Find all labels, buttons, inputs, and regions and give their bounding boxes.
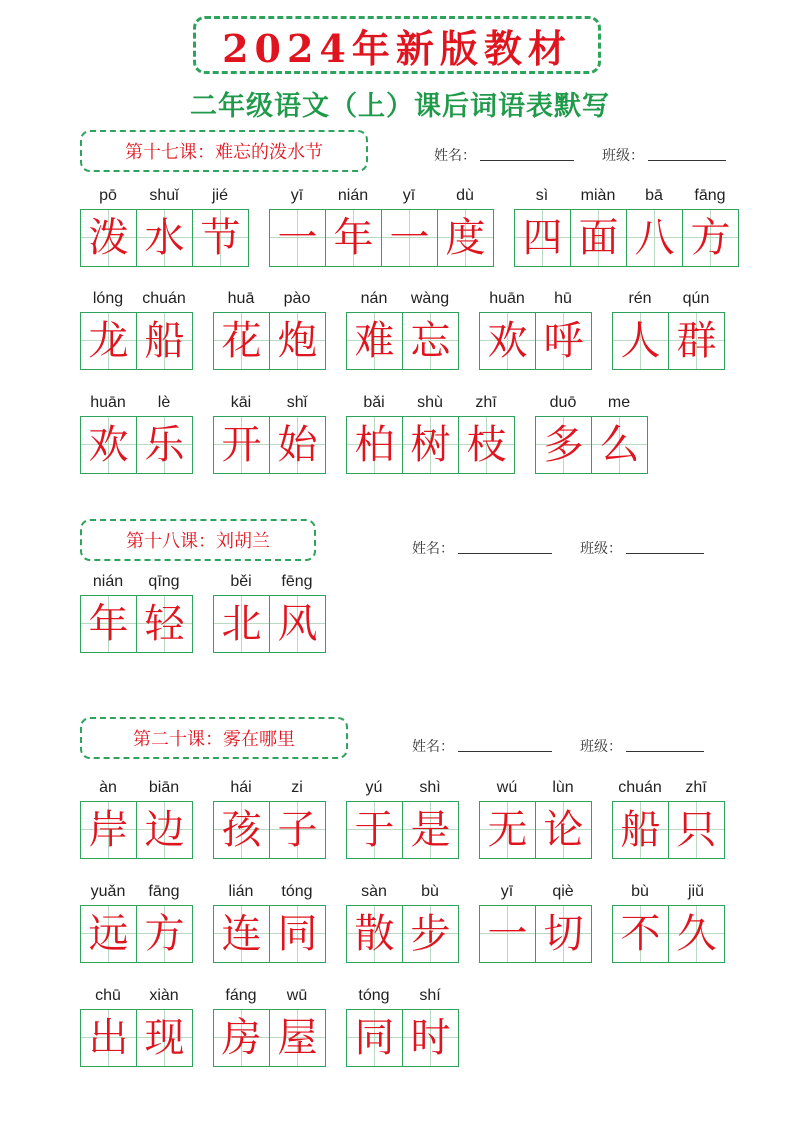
tianzige-cell — [403, 1010, 459, 1066]
hanzi: 柏 — [354, 422, 395, 468]
tianzige-cell — [536, 313, 592, 369]
pinyin-row — [479, 879, 592, 905]
hanzi: 呼 — [543, 318, 584, 364]
pinyin-row — [346, 390, 515, 416]
name-label: 姓名： — [434, 148, 476, 164]
pinyin: lián — [228, 883, 254, 900]
hanzi: 枝 — [466, 422, 507, 468]
tianzige-cell — [459, 417, 515, 473]
hanzi: 难 — [354, 318, 395, 364]
writing-grid — [80, 209, 249, 267]
writing-grid — [346, 312, 459, 370]
writing-grid — [346, 416, 515, 474]
pinyin: tóng — [358, 987, 390, 1004]
tianzige-cell — [81, 417, 137, 473]
pinyin: zi — [291, 779, 303, 796]
word-row — [80, 286, 745, 370]
hanzi: 一 — [487, 911, 528, 957]
tianzige-cell — [403, 313, 459, 369]
word-item — [213, 390, 326, 474]
word-item — [514, 183, 739, 267]
hanzi: 北 — [221, 601, 262, 647]
hanzi: 水 — [144, 215, 185, 261]
pinyin: bù — [421, 883, 439, 900]
writing-grid — [612, 312, 725, 370]
pinyin: chuán — [142, 290, 186, 307]
word-row — [80, 569, 346, 653]
tianzige-cell — [137, 313, 193, 369]
tianzige-cell — [270, 802, 326, 858]
pinyin: sì — [535, 187, 549, 204]
tianzige-cell — [613, 906, 669, 962]
word-item — [80, 286, 193, 370]
page-subtitle: 二年级语文（上）课后词语表默写 — [190, 91, 610, 122]
word-item — [346, 775, 459, 859]
pinyin: wú — [496, 779, 518, 796]
writing-grid — [213, 905, 326, 963]
pinyin-row — [80, 569, 193, 595]
tianzige-cell — [81, 313, 137, 369]
tianzige-cell — [270, 1010, 326, 1066]
hanzi: 船 — [620, 807, 661, 853]
pinyin: yú — [365, 779, 383, 796]
word-item — [269, 183, 494, 267]
tianzige-cell — [347, 313, 403, 369]
hanzi: 屋 — [277, 1015, 318, 1061]
hanzi: 岸 — [88, 807, 129, 853]
writing-grid — [612, 905, 725, 963]
tianzige-cell — [382, 210, 438, 266]
class-blank[interactable] — [648, 159, 726, 161]
pinyin: kāi — [230, 394, 252, 411]
word-item — [213, 775, 326, 859]
tianzige-cell — [347, 417, 403, 473]
pinyin: fāng — [694, 187, 726, 204]
pinyin: rén — [628, 290, 652, 307]
tianzige-cell — [137, 596, 193, 652]
tianzige-cell — [81, 210, 137, 266]
word-item — [80, 390, 193, 474]
tianzige-cell — [403, 802, 459, 858]
hanzi: 多 — [543, 422, 584, 468]
hanzi: 远 — [88, 911, 129, 957]
pinyin-row — [213, 390, 326, 416]
hanzi: 群 — [676, 318, 717, 364]
word-item — [346, 390, 515, 474]
pinyin-row — [346, 879, 459, 905]
tianzige-cell — [214, 417, 270, 473]
word-item — [479, 879, 592, 963]
pinyin-row — [213, 983, 326, 1009]
hanzi: 步 — [410, 911, 451, 957]
pinyin: nián — [92, 573, 124, 590]
tianzige-cell — [536, 906, 592, 962]
tianzige-cell — [480, 313, 536, 369]
pinyin: wàng — [410, 290, 450, 307]
class-label: 班级： — [580, 541, 622, 557]
hanzi: 同 — [277, 911, 318, 957]
tianzige-cell — [613, 313, 669, 369]
hanzi: 时 — [410, 1015, 451, 1061]
pinyin-row — [479, 775, 592, 801]
pinyin: yī — [290, 187, 304, 204]
writing-grid — [269, 209, 494, 267]
class-label: 班级： — [602, 148, 644, 164]
writing-grid — [612, 801, 725, 859]
tianzige-cell — [669, 906, 725, 962]
word-item — [213, 569, 326, 653]
tianzige-cell — [193, 210, 249, 266]
tianzige-cell — [214, 596, 270, 652]
pinyin: chū — [95, 987, 121, 1004]
pinyin-row — [346, 286, 459, 312]
tianzige-cell — [683, 210, 739, 266]
pinyin-row — [80, 879, 193, 905]
tianzige-cell — [214, 802, 270, 858]
tianzige-cell — [347, 802, 403, 858]
hanzi: 久 — [676, 911, 717, 957]
word-item — [346, 983, 459, 1067]
writing-grid — [80, 416, 193, 474]
hanzi: 论 — [543, 807, 584, 853]
writing-grid — [213, 416, 326, 474]
tianzige-cell — [137, 906, 193, 962]
tianzige-cell — [81, 906, 137, 962]
pinyin: biān — [148, 779, 180, 796]
pinyin-row — [535, 390, 648, 416]
pinyin: xiàn — [149, 987, 179, 1004]
title-box — [193, 16, 601, 74]
tianzige-cell — [480, 906, 536, 962]
pinyin: dù — [456, 187, 474, 204]
word-item — [213, 879, 326, 963]
tianzige-cell — [270, 596, 326, 652]
tianzige-cell — [81, 596, 137, 652]
tianzige-cell — [270, 417, 326, 473]
pinyin-row — [213, 569, 326, 595]
tianzige-cell — [214, 1010, 270, 1066]
class-blank[interactable] — [626, 750, 704, 752]
hanzi: 面 — [578, 215, 619, 261]
pinyin-row — [80, 983, 193, 1009]
pinyin: zhī — [475, 394, 497, 411]
tianzige-cell — [515, 210, 571, 266]
writing-grid — [80, 905, 193, 963]
hanzi: 方 — [144, 911, 185, 957]
writing-grid — [213, 312, 326, 370]
hanzi: 四 — [522, 215, 563, 261]
hanzi: 边 — [144, 807, 185, 853]
pinyin: hū — [554, 290, 572, 307]
pinyin: nán — [360, 290, 388, 307]
hanzi: 么 — [599, 422, 640, 468]
pinyin: shù — [417, 394, 443, 411]
hanzi: 度 — [445, 215, 486, 261]
pinyin: qiè — [552, 883, 574, 900]
student-info — [434, 145, 754, 165]
pinyin: zhī — [685, 779, 707, 796]
lesson-title: 第二十课：雾在哪里 — [80, 717, 348, 759]
pinyin: shuǐ — [149, 187, 179, 204]
class-blank[interactable] — [626, 552, 704, 554]
name-blank[interactable] — [480, 159, 574, 161]
tianzige-cell — [326, 210, 382, 266]
name-blank[interactable] — [458, 552, 552, 554]
pinyin-row — [269, 183, 494, 209]
tianzige-cell — [438, 210, 494, 266]
hanzi: 孩 — [221, 807, 262, 853]
pinyin-row — [80, 390, 193, 416]
pinyin-row — [80, 775, 193, 801]
writing-grid — [80, 312, 193, 370]
word-item — [479, 286, 592, 370]
pinyin-row — [80, 183, 249, 209]
tianzige-cell — [592, 417, 648, 473]
tianzige-cell — [214, 313, 270, 369]
pinyin: me — [607, 394, 631, 411]
hanzi: 连 — [221, 911, 262, 957]
pinyin: tóng — [281, 883, 313, 900]
tianzige-cell — [480, 802, 536, 858]
hanzi: 一 — [389, 215, 430, 261]
tianzige-cell — [270, 906, 326, 962]
writing-grid — [346, 905, 459, 963]
word-row — [80, 390, 668, 474]
word-item — [612, 286, 725, 370]
tianzige-cell — [403, 417, 459, 473]
pinyin-row — [346, 983, 459, 1009]
tianzige-cell — [137, 802, 193, 858]
pinyin-row — [213, 775, 326, 801]
writing-grid — [80, 595, 193, 653]
word-item — [346, 286, 459, 370]
pinyin-row — [612, 879, 725, 905]
hanzi: 龙 — [88, 318, 129, 364]
pinyin: chuán — [618, 779, 662, 796]
hanzi: 年 — [88, 601, 129, 647]
tianzige-cell — [536, 417, 592, 473]
page-title: 2024年新版教材 — [222, 25, 572, 71]
tianzige-cell — [536, 802, 592, 858]
pinyin: huā — [227, 290, 255, 307]
pinyin: fēng — [281, 573, 313, 590]
tianzige-cell — [270, 313, 326, 369]
hanzi: 欢 — [487, 318, 528, 364]
word-item — [612, 879, 725, 963]
hanzi: 欢 — [88, 422, 129, 468]
writing-grid — [479, 905, 592, 963]
tianzige-cell — [627, 210, 683, 266]
hanzi: 花 — [221, 318, 262, 364]
tianzige-cell — [81, 802, 137, 858]
pinyin: huān — [489, 290, 525, 307]
hanzi: 无 — [487, 807, 528, 853]
word-item — [80, 983, 193, 1067]
pinyin: yuǎn — [90, 883, 126, 900]
writing-grid — [80, 801, 193, 859]
writing-grid — [213, 1009, 326, 1067]
hanzi: 泼 — [88, 215, 129, 261]
pinyin: fáng — [225, 987, 257, 1004]
writing-grid — [479, 312, 592, 370]
hanzi: 树 — [410, 422, 451, 468]
pinyin: shí — [419, 987, 441, 1004]
tianzige-cell — [669, 802, 725, 858]
tianzige-cell — [137, 417, 193, 473]
hanzi: 只 — [676, 807, 717, 853]
pinyin: bǎi — [363, 394, 385, 411]
tianzige-cell — [347, 906, 403, 962]
writing-grid — [346, 801, 459, 859]
name-label: 姓名： — [412, 541, 454, 557]
pinyin-row — [612, 286, 725, 312]
pinyin: bù — [631, 883, 649, 900]
word-row — [80, 183, 759, 267]
pinyin-row — [612, 775, 725, 801]
tianzige-cell — [403, 906, 459, 962]
pinyin: jié — [211, 187, 228, 204]
pinyin: shǐ — [286, 394, 308, 411]
hanzi: 现 — [144, 1015, 185, 1061]
pinyin: qīng — [148, 573, 180, 590]
pinyin: běi — [230, 573, 252, 590]
word-item — [80, 879, 193, 963]
writing-grid — [213, 595, 326, 653]
hanzi: 于 — [354, 807, 395, 853]
word-item — [80, 569, 193, 653]
pinyin: hái — [230, 779, 252, 796]
lesson-title: 第十八课：刘胡兰 — [80, 519, 316, 561]
writing-grid — [80, 1009, 193, 1067]
hanzi: 开 — [221, 422, 262, 468]
hanzi: 八 — [634, 215, 675, 261]
pinyin-row — [346, 775, 459, 801]
writing-grid — [213, 801, 326, 859]
pinyin-row — [479, 286, 592, 312]
word-item — [535, 390, 648, 474]
word-item — [213, 983, 326, 1067]
tianzige-cell — [81, 1010, 137, 1066]
pinyin: pō — [99, 187, 117, 204]
word-item — [346, 879, 459, 963]
hanzi: 一 — [277, 215, 318, 261]
hanzi: 方 — [690, 215, 731, 261]
tianzige-cell — [137, 210, 193, 266]
writing-grid — [479, 801, 592, 859]
tianzige-cell — [214, 906, 270, 962]
tianzige-cell — [669, 313, 725, 369]
name-label: 姓名： — [412, 739, 454, 755]
hanzi: 炮 — [277, 318, 318, 364]
pinyin: sàn — [361, 883, 387, 900]
pinyin: pào — [283, 290, 311, 307]
pinyin: lùn — [552, 779, 574, 796]
pinyin: fāng — [148, 883, 180, 900]
hanzi: 忘 — [410, 318, 451, 364]
pinyin: wū — [286, 987, 308, 1004]
pinyin: duō — [549, 394, 577, 411]
word-item — [80, 183, 249, 267]
writing-grid — [346, 1009, 459, 1067]
hanzi: 乐 — [144, 422, 185, 468]
pinyin-row — [213, 879, 326, 905]
word-item — [80, 775, 193, 859]
pinyin: qún — [682, 290, 710, 307]
pinyin: àn — [99, 779, 117, 796]
hanzi: 同 — [354, 1015, 395, 1061]
pinyin: lóng — [92, 290, 124, 307]
pinyin: yī — [500, 883, 514, 900]
word-row — [80, 983, 479, 1067]
hanzi: 是 — [410, 807, 451, 853]
pinyin: lè — [157, 394, 171, 411]
word-item — [612, 775, 725, 859]
word-row — [80, 775, 745, 859]
pinyin: miàn — [580, 187, 616, 204]
hanzi: 人 — [620, 318, 661, 364]
tianzige-cell — [571, 210, 627, 266]
word-item — [479, 775, 592, 859]
pinyin-row — [80, 286, 193, 312]
pinyin: nián — [337, 187, 369, 204]
pinyin-row — [213, 286, 326, 312]
hanzi: 房 — [221, 1015, 262, 1061]
hanzi: 子 — [277, 807, 318, 853]
word-item — [213, 286, 326, 370]
hanzi: 不 — [620, 911, 661, 957]
hanzi: 风 — [277, 601, 318, 647]
hanzi: 船 — [144, 318, 185, 364]
lesson-title: 第十七课：难忘的泼水节 — [80, 130, 368, 172]
student-info — [412, 736, 732, 756]
tianzige-cell — [137, 1010, 193, 1066]
hanzi: 年 — [333, 215, 374, 261]
tianzige-cell — [613, 802, 669, 858]
hanzi: 始 — [277, 422, 318, 468]
pinyin: bā — [645, 187, 663, 204]
pinyin: huān — [90, 394, 126, 411]
pinyin: jiǔ — [687, 883, 704, 900]
hanzi: 出 — [88, 1015, 129, 1061]
pinyin-row — [514, 183, 739, 209]
writing-grid — [535, 416, 648, 474]
hanzi: 轻 — [144, 601, 185, 647]
tianzige-cell — [347, 1010, 403, 1066]
writing-grid — [514, 209, 739, 267]
hanzi: 散 — [354, 911, 395, 957]
student-info — [412, 538, 732, 558]
tianzige-cell — [270, 210, 326, 266]
pinyin: shì — [419, 779, 441, 796]
hanzi: 节 — [200, 215, 241, 261]
class-label: 班级： — [580, 739, 622, 755]
name-blank[interactable] — [458, 750, 552, 752]
pinyin: yī — [402, 187, 416, 204]
hanzi: 切 — [543, 911, 584, 957]
word-row — [80, 879, 745, 963]
